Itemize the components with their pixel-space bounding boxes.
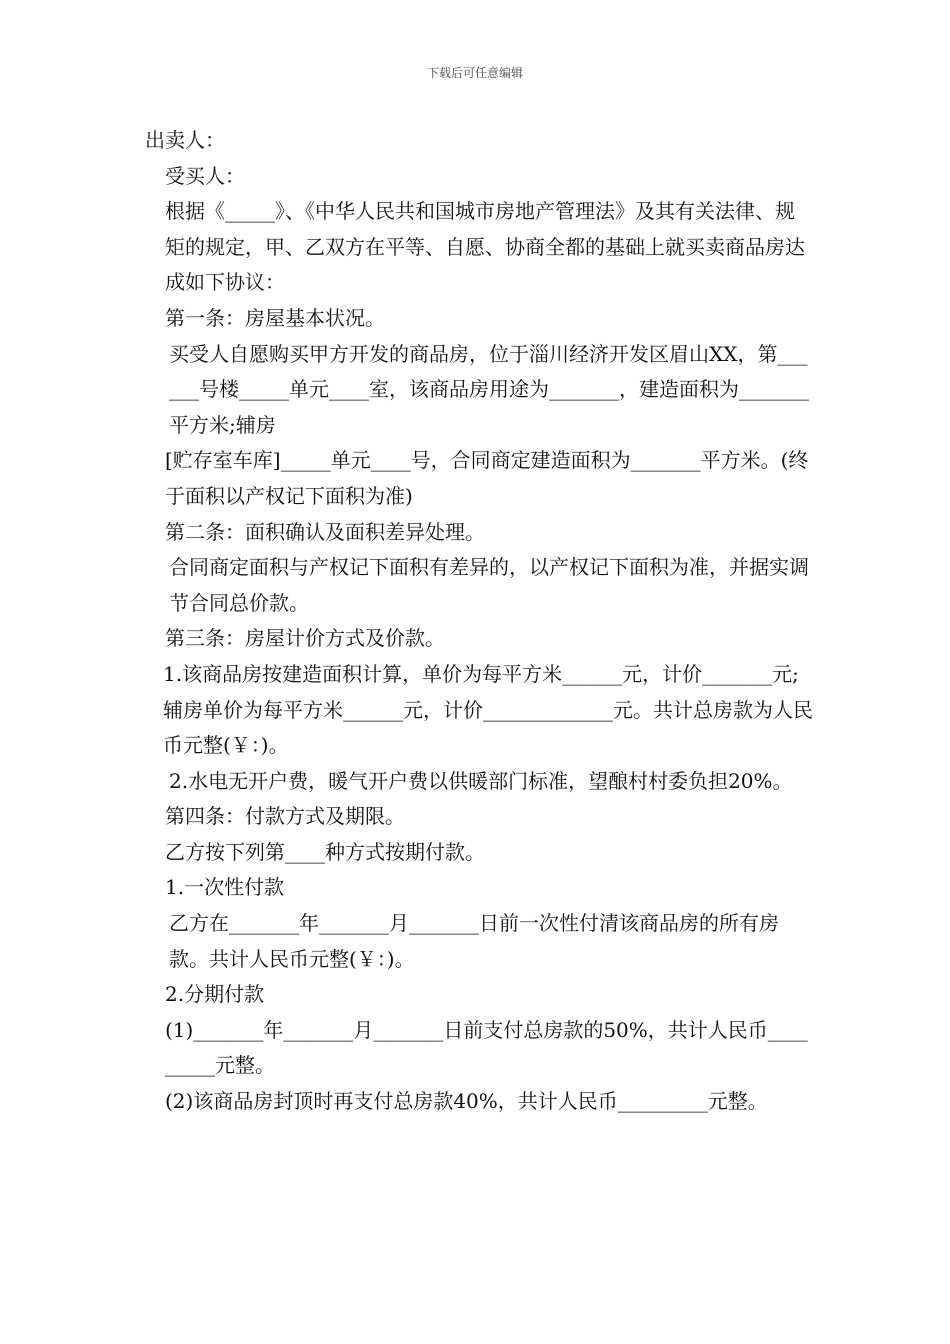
page-header: 下载后可任意编辑	[426, 66, 523, 80]
preamble-paragraph: 根据《_____》、《中华人民共和国城市房地产管理法》及其有关法律、规矩的规定，甲、乙双方在平等、自愿、协商全都的基础上就买卖商品房达成如下协议：	[165, 199, 805, 295]
article-2-heading: 第二条：面积确认及面积差异处理。	[165, 519, 485, 544]
article-3-item-2: 2.水电无开户费，暖气开户费以供暖部门标准，望酿村村委负担20%。	[169, 768, 793, 793]
article-1-annex-paragraph: [贮存室车库]_____单元____号，合同商定建造面积为_______平方米。(终于面积以产权记下面积为准)	[165, 448, 809, 508]
article-2-paragraph: 合同商定面积与产权记下面积有差异的，以产权记下面积为准，并据实调节合同总价款。	[169, 555, 809, 615]
payment-option-line: 乙方按下列第____种方式按期付款。	[165, 839, 485, 864]
seller-line: 出卖人：	[145, 128, 225, 152]
installment-item-1: (1)_______年_______月_______日前支付总房款的50%，共计人民币_________元整。	[165, 1017, 808, 1078]
lump-sum-paragraph: 乙方在_______年_______月_______日前一次性付清该商品房的所有房款。共计人民币元整(￥：)。	[169, 911, 779, 971]
installment-heading: 2.分期付款	[165, 982, 265, 1007]
article-3-heading: 第三条：房屋计价方式及价款。	[165, 626, 445, 651]
buyer-line: 受买人：	[165, 163, 245, 188]
lump-sum-heading: 1.一次性付款	[165, 875, 285, 900]
contract-body	[145, 123, 813, 1120]
article-4-heading: 第四条：付款方式及期限。	[165, 804, 405, 829]
article-1-paragraph: 买受人自愿购买甲方开发的商品房，位于淄川经济开发区眉山XX，第______号楼_____单元____室，该商品房用途为_______，建造面积为_______平方米;辅房	[169, 341, 809, 437]
article-3-item-1: 1.该商品房按建造面积计算，单价为每平方米______元，计价_______元;辅房单价为每平方米______元，计价_____________元。共计总房款为人民币元整(￥：)。	[163, 661, 813, 758]
installment-item-2: (2)该商品房封顶时再支付总房款40%，共计人民币_________元整。	[165, 1089, 768, 1114]
article-1-heading: 第一条：房屋基本状况。	[165, 305, 385, 330]
